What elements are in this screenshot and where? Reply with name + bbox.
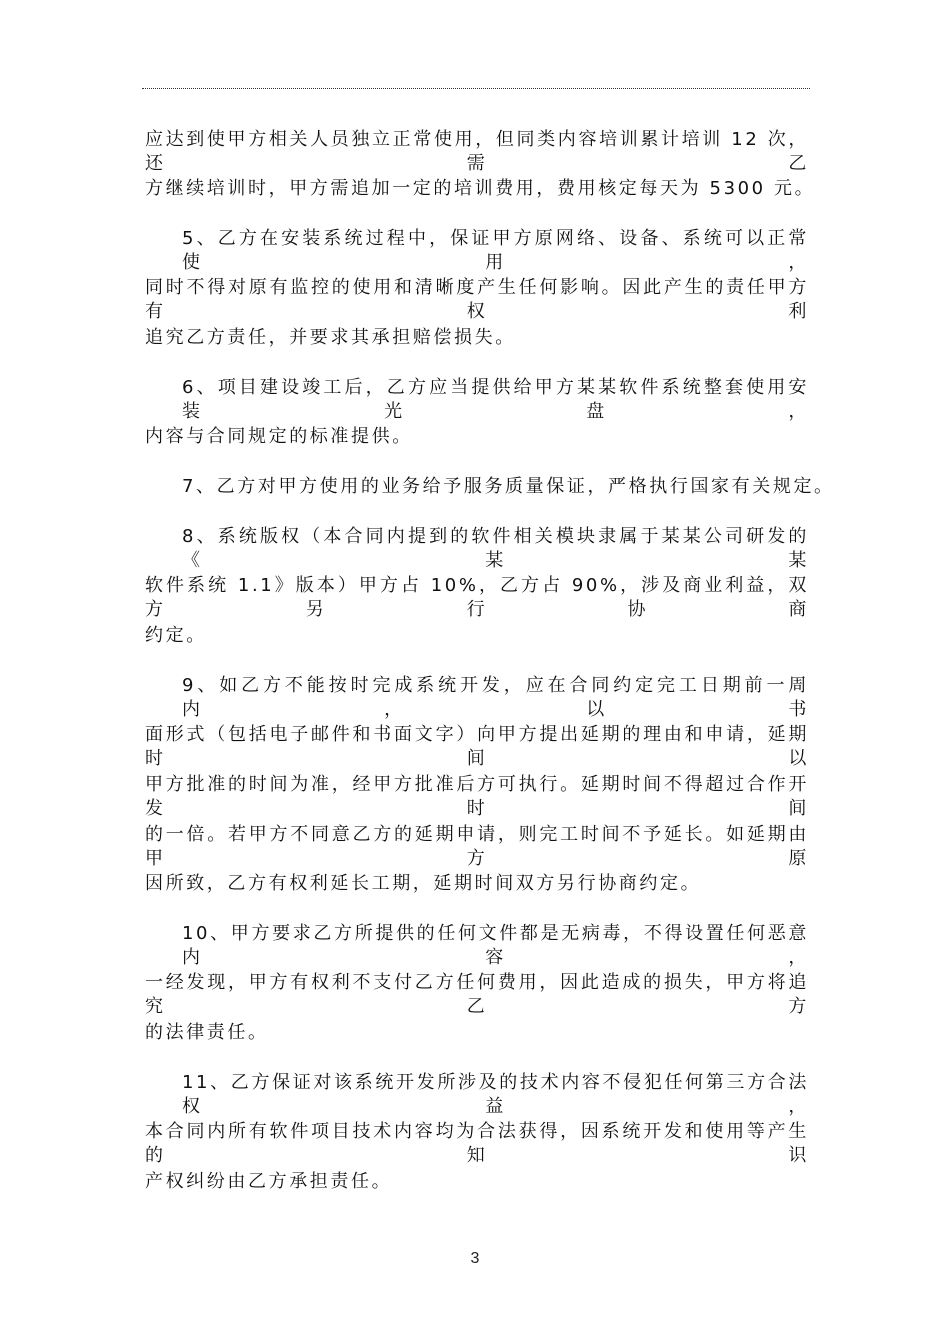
text-line: 产权纠纷由乙方承担责任。 <box>145 1171 393 1192</box>
text-line: 一经发现，甲方有权利不支付乙方任何费用，因此造成的损失，甲方将追究乙方 <box>145 972 809 1017</box>
text-line: 本合同内所有软件项目技术内容均为合法获得，因系统开发和使用等产生的知识 <box>145 1121 809 1166</box>
text-line: 甲方批准的时间为准，经甲方批准后方可执行。延期时间不得超过合作开发时间 <box>145 774 809 819</box>
text-line: 应达到使甲方相关人员独立正常使用，但同类内容培训累计培训 12 次，还需乙 <box>145 129 809 174</box>
text-line: 同时不得对原有监控的使用和清晰度产生任何影响。因此产生的责任甲方有权利 <box>145 277 809 322</box>
text-line: 追究乙方责任，并要求其承担赔偿损失。 <box>145 327 516 348</box>
text-line: 6、项目建设竣工后，乙方应当提供给甲方某某软件系统整套使用安装光盘， <box>182 377 809 422</box>
text-line: 面形式（包括电子邮件和书面文字）向甲方提出延期的理由和申请，延期时间以 <box>145 724 809 769</box>
text-line: 内容与合同规定的标准提供。 <box>145 426 413 447</box>
text-line: 5、乙方在安装系统过程中，保证甲方原网络、设备、系统可以正常使用， <box>182 228 809 273</box>
text-line: 11、乙方保证对该系统开发所涉及的技术内容不侵犯任何第三方合法权益， <box>182 1072 809 1117</box>
text-line: 的法律责任。 <box>145 1022 269 1043</box>
header-divider <box>142 88 810 89</box>
text-line: 方继续培训时，甲方需追加一定的培训费用，费用核定每天为 5300 元。 <box>145 178 816 199</box>
text-line: 8、系统版权（本合同内提到的软件相关模块隶属于某某公司研发的《某某 <box>182 526 809 571</box>
text-line: 9、如乙方不能按时完成系统开发，应在合同约定完工日期前一周内，以书 <box>182 675 809 720</box>
text-line: 10、甲方要求乙方所提供的任何文件都是无病毒，不得设置任何恶意内容， <box>182 923 809 968</box>
text-line: 约定。 <box>145 625 207 646</box>
text-line: 的一倍。若甲方不同意乙方的延期申请，则完工时间不予延长。如延期由甲方原 <box>145 824 809 869</box>
page-number: 3 <box>470 1250 480 1267</box>
text-line: 7、乙方对甲方使用的业务给予服务质量保证，严格执行国家有关规定。 <box>182 476 835 497</box>
text-line: 因所致，乙方有权利延长工期，延期时间双方另行协商约定。 <box>145 873 702 894</box>
text-line: 软件系统 1.1》版本）甲方占 10%，乙方占 90%，涉及商业利益，双方另行协商 <box>145 575 809 620</box>
